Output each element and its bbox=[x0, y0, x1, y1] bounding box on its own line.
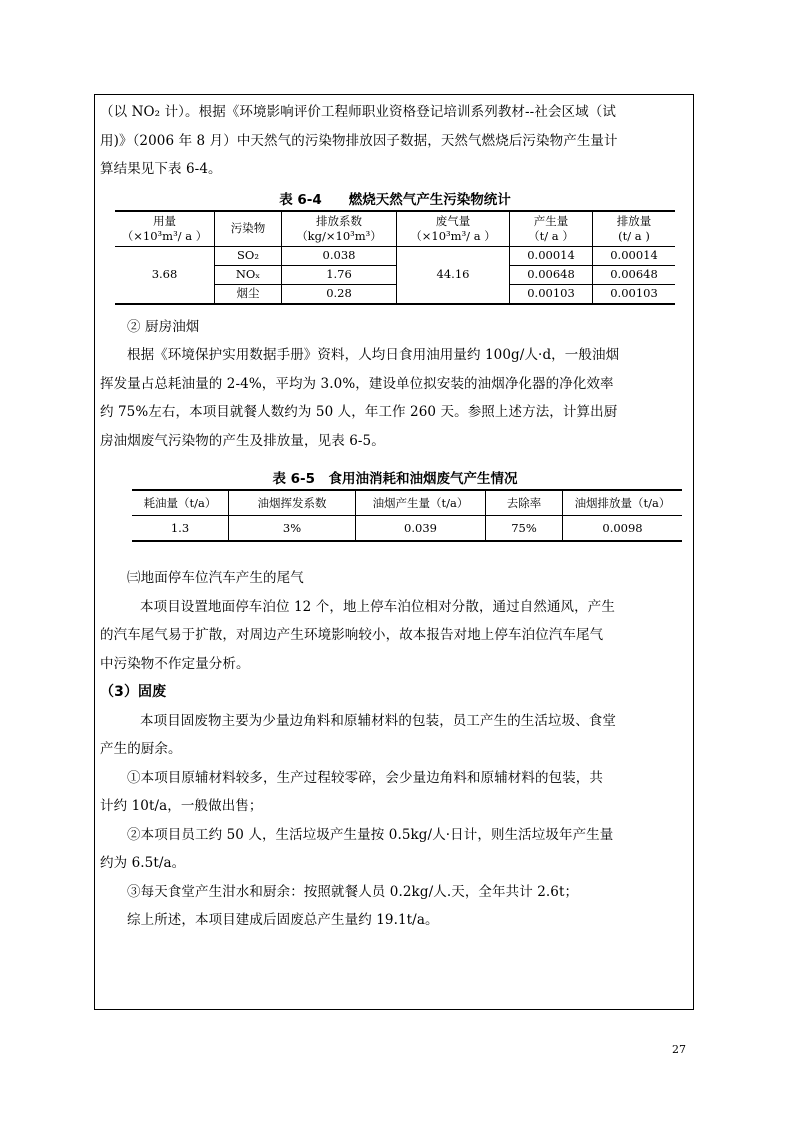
header-usage: 用量 （×10³m³/ a ） bbox=[115, 211, 215, 247]
table-6-5 bbox=[132, 489, 682, 542]
cell-fume-emitted: 0.0098 bbox=[563, 516, 683, 542]
cell-emitted: 0.00648 bbox=[593, 265, 676, 284]
table-6-5-caption: 表 6-5 食用油消耗和油烟废气产生情况 bbox=[272, 471, 518, 487]
cell-coef: 0.038 bbox=[282, 246, 397, 265]
solid-waste-heading: （3）固废 bbox=[100, 684, 167, 700]
kitchen-heading: ② 厨房油烟 bbox=[127, 318, 200, 335]
parking-line-3: 中污染物不作定量分析。 bbox=[100, 655, 250, 672]
table-6-4 bbox=[115, 210, 675, 305]
intro-line-1: （以 NO₂ 计）。根据《环境影响评价工程师职业资格登记培训系列教材--社会区域（试 bbox=[100, 104, 616, 120]
solid-intro-line-1: 本项目固废物主要为少量边角料和原辅材料的包装，员工产生的生活垃圾、食堂 bbox=[140, 712, 616, 729]
cell-oil-use: 1.3 bbox=[132, 516, 229, 542]
header-produced: 产生量 （t/ a ） bbox=[510, 211, 593, 247]
cell-volatility: 3% bbox=[229, 516, 356, 542]
cell-removal-rate: 75% bbox=[486, 516, 563, 542]
cell-produced: 0.00648 bbox=[510, 265, 593, 284]
cell-pollutant: SO₂ bbox=[215, 246, 282, 265]
solid-item-2-line-1: ②本项目员工约 50 人，生活垃圾产生量按 0.5kg/人·日计，则生活垃圾年产生量 bbox=[127, 826, 614, 843]
header-coefficient: 排放系数 （kg/×10³m³） bbox=[282, 211, 397, 247]
page-number: 27 bbox=[672, 1043, 686, 1056]
table-header-row bbox=[115, 211, 675, 247]
cell-usage: 3.68 bbox=[115, 246, 215, 304]
cell-coef: 1.76 bbox=[282, 265, 397, 284]
parking-heading: ㈢地面停车位汽车产生的尾气 bbox=[127, 570, 304, 586]
parking-line-2: 的汽车尾气易于扩散，对周边产生环境影响较小，故本报告对地上停车泊位汽车尾气 bbox=[100, 627, 604, 643]
header-fume-produced: 油烟产生量（t/a） bbox=[356, 490, 486, 516]
solid-item-2-line-2: 约为 6.5t/a。 bbox=[100, 855, 186, 871]
header-emitted: 排放量 (t/ a ) bbox=[593, 211, 676, 247]
header-removal-rate: 去除率 bbox=[486, 490, 563, 516]
kitchen-line-3: 约 75%左右，本项目就餐人数约为 50 人，年工作 260 天。参照上述方法，计算出厨 bbox=[100, 404, 618, 420]
cell-pollutant: NOₓ bbox=[215, 265, 282, 284]
solid-item-1-line-1: ①本项目原辅材料较多，生产过程较零碎，会少量边角料和原辅材料的包装，共 bbox=[127, 769, 603, 786]
solid-item-3: ③每天食堂产生泔水和厨余：按照就餐人员 0.2kg/人.天，全年共计 2.6t； bbox=[127, 883, 579, 900]
header-oil-use: 耗油量（t/a） bbox=[132, 490, 229, 516]
kitchen-line-2: 挥发量占总耗油量的 2-4%，平均为 3.0%，建设单位拟安装的油烟净化器的净化效率 bbox=[100, 375, 614, 392]
parking-line-1: 本项目设置地面停车泊位 12 个，地上停车泊位相对分散，通过自然通风，产生 bbox=[140, 598, 615, 615]
solid-summary: 综上所述，本项目建成后固废总产生量约 19.1t/a。 bbox=[127, 912, 439, 928]
solid-intro-line-2: 产生的厨余。 bbox=[100, 741, 182, 757]
header-volatility: 油烟挥发系数 bbox=[229, 490, 356, 516]
document-body bbox=[100, 98, 690, 935]
table-header-row bbox=[132, 490, 682, 516]
cell-emitted: 0.00103 bbox=[593, 284, 676, 304]
header-fume-emitted: 油烟排放量（t/a） bbox=[563, 490, 683, 516]
table-row bbox=[132, 516, 682, 542]
table-6-4-caption: 表 6-4 燃烧天然气产生污染物统计 bbox=[279, 191, 511, 208]
solid-item-1-line-2: 计约 10t/a，一般做出售； bbox=[100, 798, 263, 814]
cell-produced: 0.00103 bbox=[510, 284, 593, 304]
cell-exhaust: 44.16 bbox=[397, 246, 510, 304]
table-row bbox=[115, 246, 675, 265]
intro-line-3: 算结果见下表 6-4。 bbox=[100, 161, 222, 177]
kitchen-line-4: 房油烟废气污染物的产生及排放量，见表 6-5。 bbox=[100, 432, 385, 449]
cell-produced: 0.00014 bbox=[510, 246, 593, 265]
kitchen-line-1: 根据《环境保护实用数据手册》资料，人均日食用油用量约 100g/人·d，一般油烟 bbox=[127, 347, 620, 363]
header-pollutant: 污染物 bbox=[215, 211, 282, 247]
cell-pollutant: 烟尘 bbox=[215, 284, 282, 304]
header-exhaust: 废气量 （×10³m³/ a ） bbox=[397, 211, 510, 247]
cell-coef: 0.28 bbox=[282, 284, 397, 304]
intro-line-2: 用)》（2006 年 8 月）中天然气的污染物排放因子数据，天然气燃烧后污染物产生量计 bbox=[100, 132, 618, 149]
cell-fume-produced: 0.039 bbox=[356, 516, 486, 542]
cell-emitted: 0.00014 bbox=[593, 246, 676, 265]
